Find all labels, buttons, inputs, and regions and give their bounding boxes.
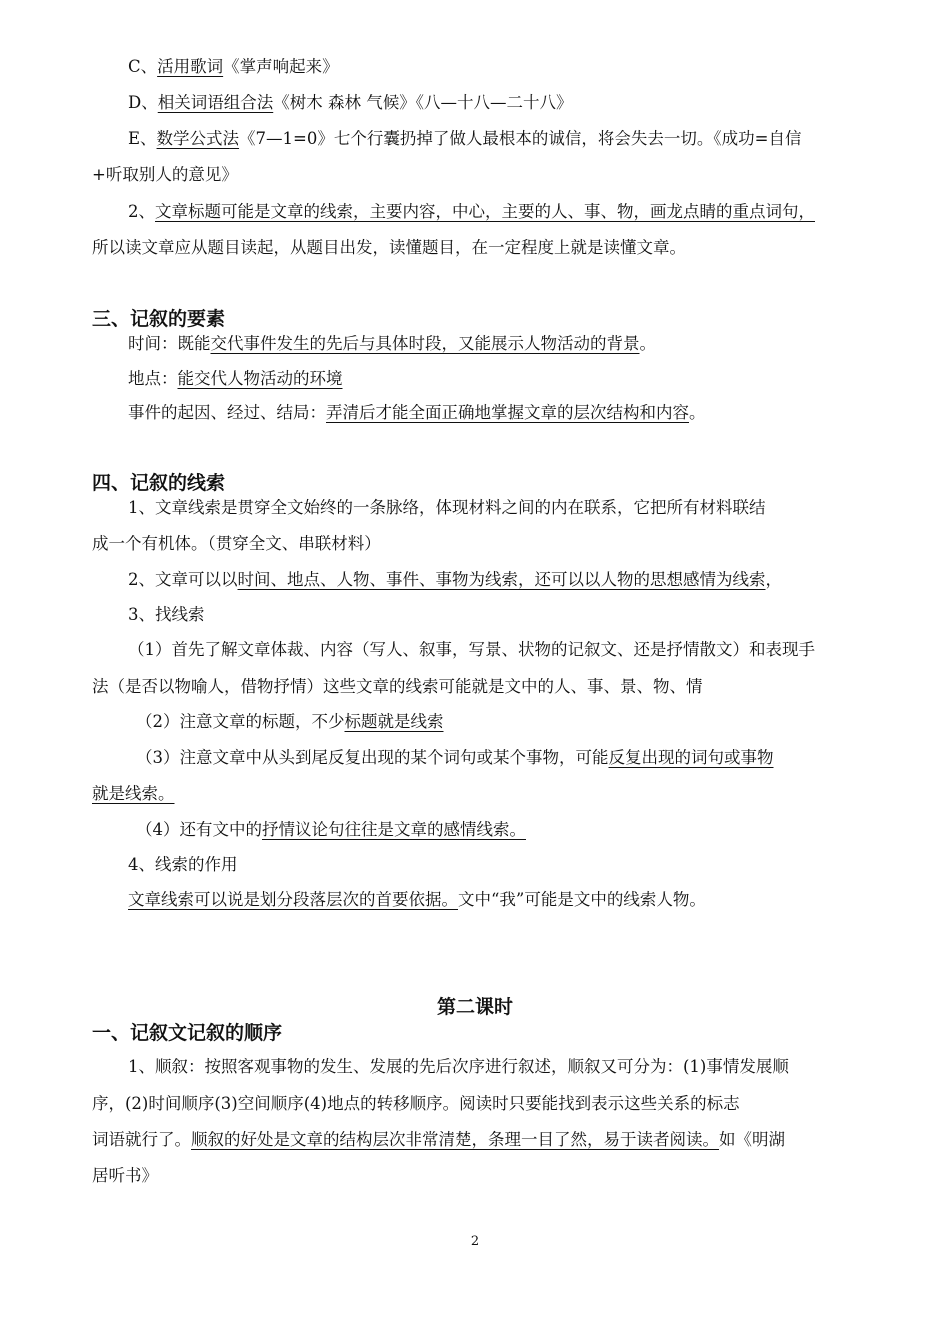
line-order-2: 序，(2)时间顺序(3)空间顺序(4)地点的转移顺序。阅读时只要能找到表示这些关系的标志: [92, 1094, 740, 1113]
item-e-example: 《7—1=0》七个行囊扔掉了做人最根本的诚信，将会失去一切。《成功=自信: [239, 129, 802, 148]
order-3-text: 顺叙的好处是文章的结构层次非常清楚，条理一目了然，易于读者阅读。: [191, 1130, 719, 1149]
line-title-role-cont: 所以读文章应从题目读起，从题目出发，读懂题目，在一定程度上就是读懂文章。: [92, 238, 686, 257]
lesson-title: 第二课时: [436, 996, 513, 1018]
page-number: 2: [470, 1234, 480, 1249]
line-step1: （1）首先了解文章体裁、内容（写人、叙事，写景、状物的记叙文、还是抒情散文）和表现手: [128, 640, 815, 659]
item-d-method: 相关词语组合法: [157, 93, 274, 112]
line-c: [128, 56, 339, 78]
line-find-clue: 3、找线索: [128, 605, 205, 624]
step3-cont-text: 就是线索。: [92, 784, 175, 803]
line-clue-function: 4、线索的作用: [128, 855, 238, 874]
line-step3-cont: [92, 783, 175, 805]
item-d-example: 《树木 森林 气候》《八—十八—二十八》: [273, 93, 573, 112]
title-role-text: 文章标题可能是文章的线索，主要内容，中心，主要的人、事、物，画龙点睛的重点词句，: [155, 202, 815, 221]
step4-pre: （4）还有文中的: [136, 820, 262, 839]
clue-types-text: 时间、地点、人物、事件、事物为线索，还可以以人物的思想感情为线索: [237, 570, 766, 589]
line-clue-def: 1、文章线索是贯穿全文始终的一条脉络，体现材料之间的内在联系，它把所有材料联结: [128, 498, 766, 517]
place-desc: 能交代人物活动的环境: [177, 369, 343, 388]
line-step4: [136, 819, 526, 841]
line-order-4: 居听书》: [92, 1166, 158, 1185]
line-event: [128, 402, 706, 424]
order-3-pre: 词语就行了。: [92, 1130, 191, 1149]
line-e: [128, 128, 801, 150]
event-label: 事件的起因、经过、结局：: [128, 403, 326, 422]
time-desc: 交代事件发生的先后与具体时段，又能展示人物活动的背景: [210, 334, 640, 353]
line-e-cont: +听取别人的意见》: [92, 165, 238, 184]
clue-types-pre: 2、文章可以以: [128, 570, 238, 589]
place-label: 地点：: [128, 369, 178, 388]
step2-pre: （2）注意文章的标题，不少: [136, 712, 345, 731]
heading-narrative-clue: 四、记叙的线索: [92, 472, 226, 494]
step4-text: 抒情议论句往往是文章的感情线索。: [262, 820, 526, 839]
title-role-number: 2、: [128, 202, 155, 221]
event-end: 。: [689, 403, 706, 422]
line-time: [128, 333, 656, 355]
time-label: 时间：既能: [128, 334, 211, 353]
line-clue-types: [128, 569, 782, 591]
heading-narrative-order: 一、记叙文记叙的顺序: [92, 1022, 283, 1044]
line-clue-function-desc: [128, 889, 706, 911]
line-step1-cont: 法（是否以物喻人，借物抒情）这些文章的线索可能就是文中的人、事、景、物、情: [92, 677, 703, 696]
line-place: [128, 368, 343, 390]
order-3-end: 如《明湖: [719, 1130, 785, 1149]
clue-types-end: ，: [765, 570, 782, 589]
step2-text: 标题就是线索: [344, 712, 444, 731]
line-order-3: [92, 1129, 785, 1151]
item-e-label: E、: [128, 129, 157, 148]
clue-function-text: 文章线索可以说是划分段落层次的首要依据。: [128, 890, 458, 909]
line-order-1: 1、顺叙：按照客观事物的发生、发展的先后次序进行叙述，顺叙又可分为：(1)事情发展顺: [128, 1057, 789, 1076]
time-end: 。: [639, 334, 656, 353]
event-desc: 弄清后才能全面正确地掌握文章的层次结构和内容: [326, 403, 689, 422]
heading-narrative-elements: 三、记叙的要素: [92, 308, 226, 330]
line-d: [128, 92, 572, 114]
item-d-label: D、: [128, 93, 158, 112]
line-clue-def-cont: 成一个有机体。（贯穿全文、串联材料）: [92, 534, 381, 553]
step3-pre: （3）注意文章中从头到尾反复出现的某个词句或某个事物，可能: [136, 748, 609, 767]
item-c-label: C、: [128, 57, 158, 76]
line-step2: [136, 711, 444, 733]
clue-function-end: 文中“我”可能是文中的线索人物。: [458, 890, 706, 909]
item-c-method: 活用歌词: [157, 57, 224, 76]
item-c-example: 《掌声响起来》: [223, 57, 339, 76]
line-step3: [136, 747, 774, 769]
item-e-method: 数学公式法: [156, 129, 240, 148]
line-title-role: [128, 201, 815, 223]
step3-text: 反复出现的词句或事物: [608, 748, 774, 767]
